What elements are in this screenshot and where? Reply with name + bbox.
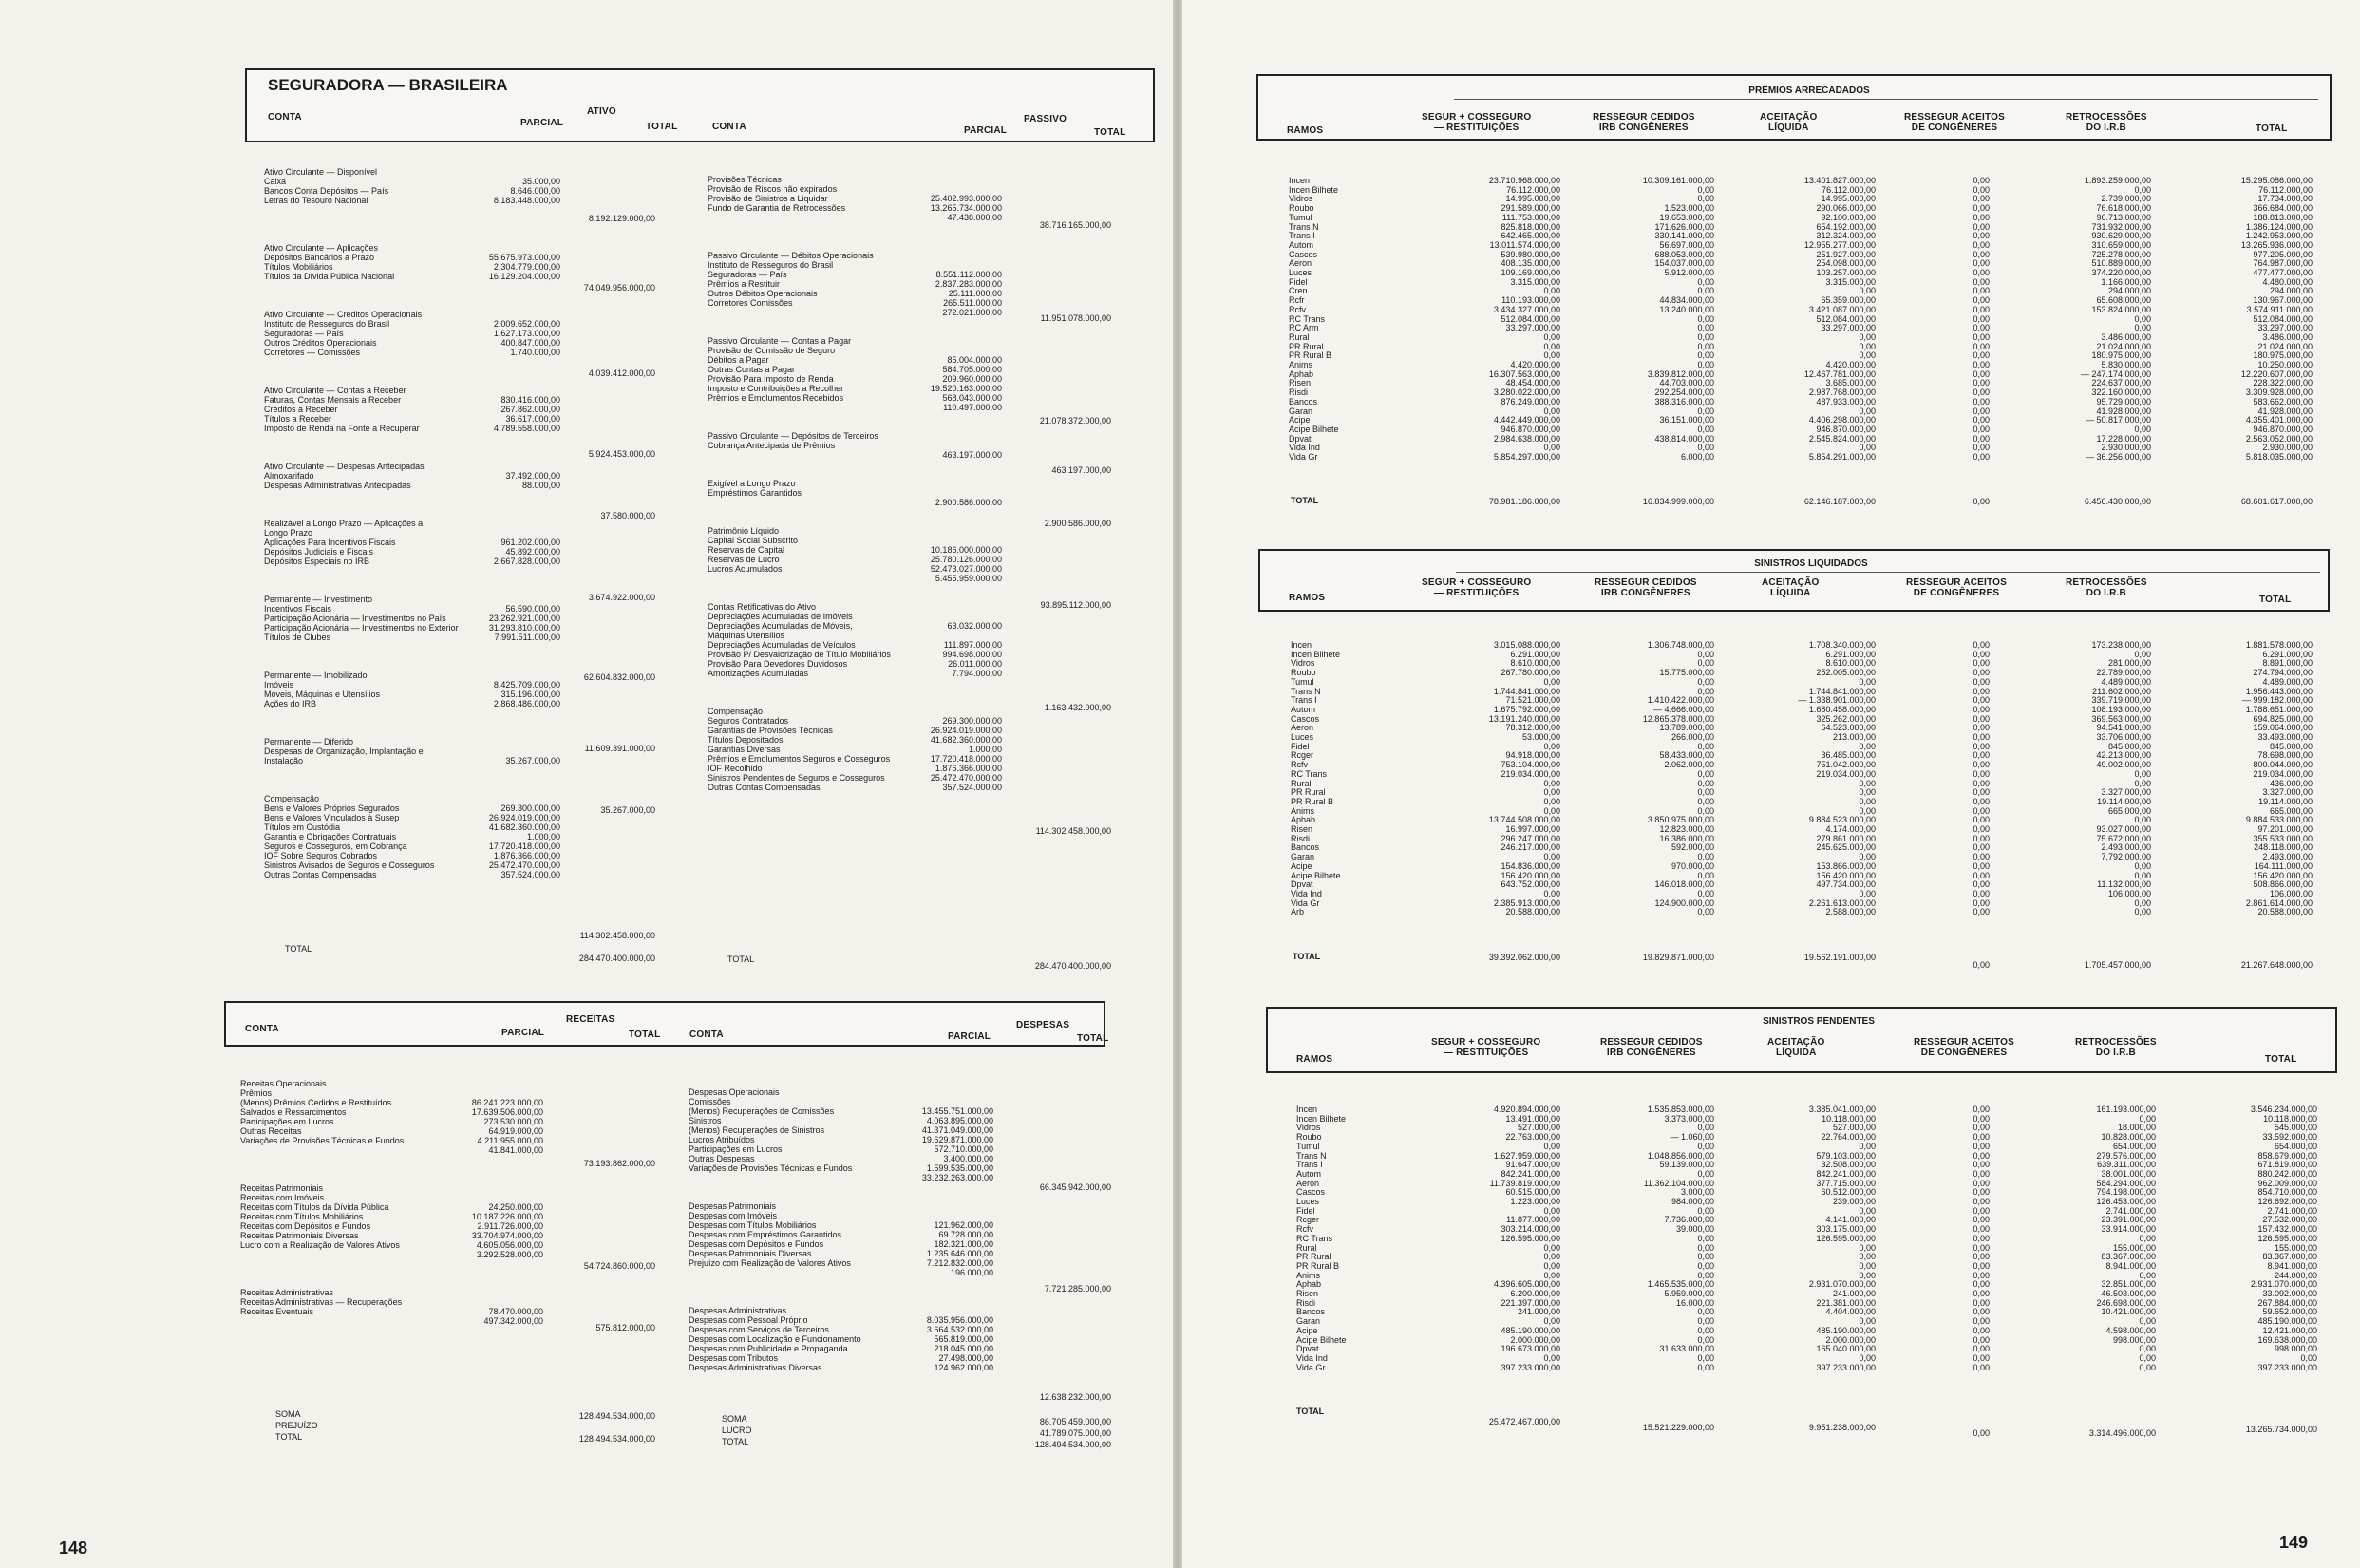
liquidados-total-aceitacao: 19.562.191.000,00 — [1803, 953, 1876, 962]
liquidados-total-segur: 39.392.062.000,00 — [1488, 953, 1560, 962]
premios-aceitacao: 13.401.827.000,00 76.112.000,00 14.995.000,00 290.066.000,00 92.100.000,00 654.192.000,00 312.324.000,00 12.955.277.000,00 251.927.000,00 254.098.000,00 103.257.000,00 3.315.000,00 0,00 65.359.000,00 3.421.087.000,00 512.084.000,00 33.297.000,00 0,00 0,00 0,00 4.420.000,00 12.467.781.000,00 3.685.000,00 2.987.768.000,00 487.933.000,00 0,00 4.406.298.000,00 946.870.000,00 2.545.824.000,00 0,00 5.854.291.000,00 — [1803, 176, 1876, 463]
col-total-receitas: TOTAL — [629, 1030, 661, 1040]
receitas-soma-value: 128.494.534.000,00 — [578, 1411, 655, 1421]
company-title: SEGURADORA — BRASILEIRA — [268, 76, 508, 94]
pendentes-header — [1266, 1007, 2337, 1073]
col-ress-aceitos: RESSEGUR ACEITOS DE CONGÊNERES — [1904, 112, 2005, 133]
premios-segur: 23.710.968.000,00 76.112.000,00 14.995.000,00 291.589.000,00 111.753.000,00 825.818.000,00 642.465.000,00 13.011.574.000,00 539.980.000,00 408.135.000,00 109.169.000,00 3.315.000,00 0,00 110.193.000,00 3.434.327.000,00 512.084.000,00 33.297.000,00 0,00 0,00 0,00 4.420.000,00 16.307.563.000,00 48.454.000,00 3.280.022.000,00 876.249.000,00 0,00 4.442.449.000,00 946.870.000,00 2.984.638.000,00 0,00 5.854.297.000,00 — [1488, 176, 1560, 463]
liquidados-aceitacao: 1.708.340.000,00 6.291.000,00 8.610.000,00 252.005.000,00 0,00 1.744.841.000,00 — 1.338.901.000,00 1.680.458.000,00 325.262.000,00 64.523.000,00 213.000,00 0,00 36.485.000,00 751.042.000,00 219.034.000,00 0,00 0,00 0,00 0,00 9.884.523.000,00 4.174.000,00 279.861.000,00 245.625.000,00 0,00 153.866.000,00 156.420.000,00 497.734.000,00 0,00 2.261.613.000,00 2.588.000,00 — [1798, 640, 1876, 917]
ativo-total-longo-prazo: 3.674.922.000,00 — [588, 593, 655, 602]
liquidados-segur: 3.015.088.000,00 6.291.000,00 8.610.000,00 267.780.000,00 0,00 1.744.841.000,00 71.521.000,00 1.675.792.000,00 13.191.240.000,00 78.312.000,00 53.000,00 0,00 94.918.000,00 753.104.000,00 219.034.000,00 0,00 0,00 0,00 0,00 13.744.508.000,00 16.997.000,00 296.247.000,00 246.217.000,00 0,00 154.836.000,00 156.420.000,00 643.752.000,00 0,00 2.385.913.000,00 20.588.000,00 — [1488, 640, 1560, 917]
col-total: TOTAL — [2265, 1054, 2297, 1065]
col-ramos: RAMOS — [1296, 1054, 1333, 1065]
premios-ress-aceitos: 0,00 0,00 0,00 0,00 0,00 0,00 0,00 0,00 0,00 0,00 0,00 0,00 0,00 0,00 0,00 0,00 0,00 0,00 0,00 0,00 0,00 0,00 0,00 0,00 0,00 0,00 0,00 0,00 0,00 0,00 0,00 — [1973, 176, 1990, 463]
prejuizo-label: PREJUÍZO — [275, 1421, 318, 1430]
col-retrocessoes: RETROCESSÕES DO I.R.B — [2066, 577, 2147, 598]
receitas-total-operacionais: 73.193.862.000,00 — [583, 1159, 655, 1168]
ativo-total-contas-receber: 5.924.453.000,00 — [588, 449, 655, 459]
liquidados-total: 1.881.578.000,00 6.291.000,00 8.891.000,00 274.794.000,00 4.489.000,00 1.956.443.000,00 — 999.182.000,00 1.788.651.000,00 694.825.000,00 159.064.000,00 33.493.000,00 845.000,00 78.698.000,00 800.044.000,00 219.034.000,00 436.000,00 3.327.000,00 19.114.000,00 665.000,00 9.884.533.000,00 97.201.000,00 355.533.000,00 248.118.000,00 2.493.000,00 164.111.000,00 156.420.000,00 508.866.000,00 106.000,00 2.861.614.000,00 20.588.000,00 — [2241, 640, 2313, 917]
ativo-account-labels: Ativo Circulante — Disponível Caixa Bancos Conta Depósitos — País Letras do Tesouro Nacional Ativo Circulante — Aplicações Depósitos Bancários a Prazo Títulos Mobiliários Títulos da Dívida Pública Nacional Ativo Circulante — Créditos Operacionais Instituto de Resseguros do Brasil Seguradoras — País Outros Créditos Operacionais Corretores — Comissões Ativo Circulante — Contas a Receber Faturas, Contas Mensais a Receber Créditos a Receber Títulos a Receber Imposto de Renda na Fonte a Recuperar Ativo Circulante — Despesas Antecipadas Almoxarifado Despesas Administrativas Antecipadas Realizável a Longo Prazo — Aplicações a Longo Prazo Aplicações Para Incentivos Fiscais Depósitos Judiciais e Fiscais Depósitos Especiais no IRB Permanente — Investimento Incentivos Fiscais Participação Acionária — Investimentos no País Participação Acionária — Investimentos no Exterior Títulos de Clubes Permanente — Imobilizado Imóveis Móveis, Máquinas e Utensílios Ações do IRB Permanente — Diferido Despesas de Organização, Implantação e Instalação Compensação Bens e Valores Próprios Segurados Bens e Valores Vinculados à Susep Títulos em Custódia Garantia e Obrigações Contratuais Seguros e Cosseguros, em Cobrança IOF Sobre Seguros Cobrados Sinistros Avisados de Seguros e Cosseguros Outras Contas Compensadas — [264, 167, 459, 879]
soma-label: SOMA — [722, 1414, 747, 1424]
despesas-total-value: 128.494.534.000,00 — [1034, 1440, 1111, 1449]
liquidados-total-label: TOTAL — [1293, 952, 1321, 961]
receitas-account-labels: Receitas Operacionais Prêmios (Menos) Prêmios Cedidos e Restituídos Salvados e Ressarcimentos Participações em Lucros Outras Receitas Variações de Provisões Técnicas e Fundos Receitas Patrimoniais Receitas com Imóveis Receitas com Títulos da Dívida Pública Receitas com Títulos Mobiliários Receitas com Depósitos e Fundos Receitas Patrimoniais Diversas Lucro com a Realização de Valores Ativos Receitas Administrativas Receitas Administrativas — Recuperações Receitas Eventuais — [240, 1079, 405, 1316]
receitas-total-value: 128.494.534.000,00 — [578, 1434, 655, 1444]
ativo-total-disponivel: 8.192.129.000,00 — [588, 214, 655, 223]
col-ramos: RAMOS — [1289, 593, 1326, 603]
col-conta-ativo: CONTA — [268, 112, 302, 123]
col-ativo: ATIVO — [587, 106, 616, 117]
premios-total-ress-aceitos: 0,00 — [1973, 497, 1990, 506]
liquidados-resseg: 1.306.748.000,00 0,00 0,00 15.775.000,00 0,00 0,00 1.410.422.000,00 — 4.666.000,00 12.865.378.000,00 13.789.000,00 266.000,00 0,00 58.433.000,00 2.062.000,00 0,00 0,00 0,00 0,00 0,00 3.850.975.000,00 12.823.000,00 16.386.000,00 592.000,00 0,00 970.000,00 0,00 146.018.000,00 0,00 124.900.000,00 0,00 — [1642, 640, 1714, 917]
despesas-total-patrimoniais: 7.721.285.000,00 — [1044, 1284, 1111, 1294]
premios-ramos: Incen Incen Bilhete Vidros Roubo Tumul Trans N Trans I Autom Cascos Aeron Luces Fidel Cren Rcfr Rcfv RC Trans RC Arm Rural PR Rural PR Rural B Anims Aphab Risen Risdi Bancos Garan Acipe Acipe Bilhete Dpvat Vida Ind Vida Gr — [1289, 176, 1339, 463]
liquidados-ramos: Incen Incen Bilhete Vidros Roubo Tumul Trans N Trans I Autom Cascos Aeron Luces Fidel Rcger Rcfv RC Trans Rural PR Rural PR Rural B Anims Aphab Risen Risdi Bancos Garan Acipe Acipe Bilhete Dpvat Vida Ind Vida Gr Arb — [1291, 640, 1341, 917]
despesas-footer-labels — [722, 1413, 752, 1447]
passivo-total-longo-prazo: 2.900.586.000,00 — [1044, 519, 1111, 528]
receitas-parcial-values: 86.241.223.000,00 17.639.506.000,00 273.530.000,00 64.919.000,00 4.211.955.000,00 41.841.000,00 24.250.000,00 10.187.226.000,00 2.911.726.000,00 33.704.974.000,00 4.605.056.000,00 3.292.528.000,00 78.470.000,00 497.342.000,00 — [471, 1098, 543, 1326]
col-resseg: RESSEGUR CEDIDOS IRB CONGÊNERES — [1600, 1037, 1703, 1058]
pendentes-title: SINISTROS PENDENTES — [1763, 1016, 1875, 1027]
passivo-total-patrimonio: 93.895.112.000,00 — [1040, 600, 1111, 610]
balance-sheet-header — [245, 68, 1155, 142]
total-label: TOTAL — [722, 1437, 749, 1446]
liquidados-total-ress-aceitos: 0,00 — [1973, 960, 1990, 970]
ativo-total-diferido: 35.267.000,00 — [600, 805, 655, 815]
premios-header-rule — [1454, 99, 2318, 100]
ativo-grand-total: 284.470.400.000,00 — [578, 954, 655, 963]
col-resseg: RESSEGUR CEDIDOS IRB CONGÊNERES — [1593, 112, 1695, 133]
col-conta-passivo: CONTA — [712, 122, 746, 132]
pendentes-total-aceitacao: 9.951.238.000,00 — [1808, 1423, 1876, 1432]
col-total-ativo: TOTAL — [646, 122, 678, 132]
pendentes-total-resseg: 15.521.229.000,00 — [1642, 1423, 1714, 1432]
premios-total: 15.295.086.000,00 76.112.000,00 17.734.000,00 366.684.000,00 188.813.000,00 1.386.124.000,00 1.242.953.000,00 13.265.936.000,00 977.205.000,00 764.987.000,00 477.477.000,00 4.480.000,00 294.000,00 130.967.000,00 3.574.911.000,00 512.084.000,00 33.297.000,00 3.486.000,00 21.024.000,00 180.975.000,00 10.250.000,00 12.220.607.000,00 228.322.000,00 3.309.928.000,00 583.662.000,00 41.928.000,00 4.355.401.000,00 946.870.000,00 2.563.052.000,00 2.930.000,00 5.818.035.000,00 — [2240, 176, 2313, 463]
col-conta-receitas: CONTA — [245, 1024, 279, 1034]
lucro-label: LUCRO — [722, 1426, 752, 1435]
despesas-lucro-value: 41.789.075.000,00 — [1039, 1428, 1111, 1438]
page-number-left: 148 — [59, 1539, 88, 1558]
premios-retrocessoes: 1.893.259.000,00 0,00 2.739.000,00 76.618.000,00 96.713.000,00 731.932.000,00 930.629.000,00 310.659.000,00 725.278.000,00 510.889.000,00 374.220.000,00 1.166.000,00 294.000,00 65.608.000,00 153.824.000,00 0,00 0,00 3.486.000,00 21.024.000,00 180.975.000,00 5.830.000,00 — 247.174.000,00 224.637.000,00 322.160.000,00 95.729.000,00 41.928.000,00 — 50.817.000,00 0,00 17.228.000,00 2.930.000,00 — 36.256.000,00 — [2080, 176, 2151, 463]
col-resseg: RESSEGUR CEDIDOS IRB CONGÊNERES — [1595, 577, 1697, 598]
col-parcial-ativo: PARCIAL — [520, 118, 564, 128]
col-segur: SEGUR + COSSEGURO — RESTITUIÇÕES — [1422, 577, 1532, 598]
col-parcial-passivo: PARCIAL — [964, 125, 1008, 136]
despesas-soma-value: 86.705.459.000,00 — [1039, 1417, 1111, 1426]
page-148 — [0, 0, 1173, 1568]
liquidados-total-retrocessoes: 1.705.457.000,00 — [2084, 960, 2151, 970]
col-aceitacao: ACEITAÇÃO LÍQUIDA — [1762, 577, 1820, 598]
col-retrocessoes: RETROCESSÕES DO I.R.B — [2066, 112, 2147, 133]
pendentes-total-label: TOTAL — [1296, 1407, 1325, 1416]
col-retrocessoes: RETROCESSÕES DO I.R.B — [2075, 1037, 2157, 1058]
ativo-parcial-values: 35.000,00 8.646.000,00 8.183.448.000,00 55.675.973.000,00 2.304.779.000,00 16.129.204.000,00 2.009.652.000,00 1.627.173.000,00 400.847.000,00 1.740.000,00 830.416.000,00 267.862.000,00 36.617.000,00 4.789.558.000,00 37.492.000,00 88.000,00 961.202.000,00 45.892.000,00 2.667.828.000,00 56.590.000,00 23.262.921.000,00 31.293.810.000,00 7.991.511.000,00 8.425.709.000,00 315.196.000,00 2.868.486.000,00 35.267.000,00 269.300.000,00 26.924.019.000,00 41.682.360.000,00 1.000,00 17.720.418.000,00 1.876.366.000,00 25.472.470.000,00 357.524.000,00 — [488, 177, 560, 879]
ativo-total-creditos: 4.039.412.000,00 — [588, 368, 655, 378]
pendentes-ramos: Incen Incen Bilhete Vidros Roubo Tumul Trans N Trans I Autom Aeron Cascos Luces Fidel Rcger Rcfv RC Trans Rural PR Rural PR Rural B Anims Aphab Risen Risdi Bancos Garan Acipe Acipe Bilhete Dpvat Vida Ind Vida Gr — [1296, 1105, 1347, 1372]
liquidados-header-rule — [1456, 572, 2320, 573]
col-ress-aceitos: RESSEGUR ACEITOS DE CONGÊNERES — [1914, 1037, 2014, 1058]
ativo-total-imobilizado: 11.609.391.000,00 — [584, 744, 655, 753]
col-ress-aceitos: RESSEGUR ACEITOS DE CONGÊNERES — [1906, 577, 2007, 598]
income-statement-header — [224, 1001, 1109, 1047]
premios-total-resseg: 16.834.999.000,00 — [1642, 497, 1714, 506]
despesas-total-operacionais: 66.345.942.000,00 — [1039, 1182, 1111, 1192]
col-segur: SEGUR + COSSEGURO — RESTITUIÇÕES — [1422, 112, 1532, 133]
passivo-total-depositos: 463.197.000,00 — [1051, 465, 1111, 475]
pendentes-resseg: 1.535.853.000,00 3.373.000,00 0,00 — 1.060,00 0,00 1.048.856.000,00 59.139.000,00 0,00 11.362.104.000,00 3.000,00 984.000,00 0,00 7.736.000,00 39.000,00 0,00 0,00 0,00 0,00 0,00 1.465.535.000,00 5.959.000,00 16.000,00 0,00 0,00 0,00 0,00 31.633.000,00 0,00 0,00 — [1643, 1105, 1714, 1372]
pendentes-total-retrocessoes: 3.314.496.000,00 — [2088, 1428, 2156, 1438]
premios-total-label: TOTAL — [1291, 496, 1319, 505]
col-parcial-receitas: PARCIAL — [501, 1028, 545, 1038]
liquidados-total-total: 21.267.648.000,00 — [2240, 960, 2313, 970]
despesas-total-administrativas: 12.638.232.000,00 — [1039, 1392, 1111, 1402]
liquidados-header — [1258, 549, 2330, 612]
page-number-right: 149 — [2279, 1533, 2309, 1552]
col-conta-despesas: CONTA — [689, 1030, 724, 1040]
pendentes-aceitacao: 3.385.041.000,00 10.118.000,00 527.000,00 22.764.000,00 0,00 579.103.000,00 32.508.000,00 842.241.000,00 377.715.000,00 60.512.000,00 239.000,00 0,00 4.141.000,00 303.175.000,00 126.595.000,00 0,00 0,00 0,00 0,00 2.931.070.000,00 241.000,00 221.381.000,00 4.404.000,00 0,00 485.190.000,00 2.000.000,00 165.040.000,00 0,00 397.233.000,00 — [1808, 1105, 1876, 1372]
pendentes-retrocessoes: 161.193.000,00 0,00 18.000,00 10.828.000,00 654.000,00 279.576.000,00 639.311.000,00 38.001.000,00 584.294.000,00 794.198.000,00 126.453.000,00 2.741.000,00 23.391.000,00 33.914.000,00 0,00 155.000,00 83.367.000,00 8.941.000,00 0,00 32.851.000,00 46.503.000,00 246.698.000,00 10.421.000,00 0,00 4.598.000,00 998.000,00 0,00 0,00 0,00 — [2096, 1105, 2156, 1372]
receitas-footer-labels — [275, 1408, 318, 1443]
ativo-total-label: TOTAL — [285, 944, 312, 954]
passivo-parcial-values: 25.402.993.000,00 13.265.734.000,00 47.438.000,00 8.551.112.000,00 2.837.283.000,00 25.111.000,00 265.511.000,00 272.021.000,00 85.004.000,00 584.705.000,00 209.960.000,00 19.520.163.000,00 568.043.000,00 110.497.000,00 463.197.000,00 2.900.586.000,00 10.186.000.000,00 25.780.126.000,00 52.473.027.000,00 5.455.959.000,00 63.032.000,00 111.897.000,00 994.698.000,00 26.011.000,00 7.794.000,00 269.300.000,00 26.924.019.000,00 41.682.360.000,00 1.000,00 17.720.418.000,00 1.876.366.000,00 25.472.470.000,00 357.524.000,00 — [930, 194, 1002, 792]
ativo-total-compensacao: 114.302.458.000,00 — [579, 931, 655, 940]
passivo-grand-total: 284.470.400.000,00 — [1034, 961, 1111, 971]
pendentes-segur: 4.920.894.000,00 13.491.000,00 527.000,00 22.763.000,00 0,00 1.627.959.000,00 91.647.000,00 842.241.000,00 11.739.819.000,00 60.515.000,00 1.223.000,00 0,00 11.877.000,00 303.214.000,00 126.595.000,00 0,00 0,00 0,00 0,00 4.396.605.000,00 6.200.000,00 221.397.000,00 241.000,00 0,00 485.190.000,00 2.000.000,00 196.673.000,00 0,00 397.233.000,00 — [1489, 1105, 1560, 1372]
ativo-total-investimento: 62.604.832.000,00 — [583, 672, 655, 682]
passivo-total-debitos: 11.951.078.000,00 — [1040, 313, 1111, 323]
passivo-total-compensacao: 114.302.458.000,00 — [1035, 826, 1111, 836]
receitas-total-administrativas: 575.812.000,00 — [595, 1323, 655, 1332]
col-aceitacao: ACEITAÇÃO LÍQUIDA — [1767, 1037, 1825, 1058]
premios-title: PRÊMIOS ARRECADADOS — [1748, 85, 1870, 96]
passivo-total-label: TOTAL — [727, 954, 755, 964]
receitas-total-patrimoniais: 54.724.860.000,00 — [583, 1261, 655, 1271]
col-total-passivo: TOTAL — [1094, 127, 1126, 138]
pendentes-total-total: 13.265.734.000,00 — [2245, 1425, 2317, 1434]
col-total-despesas: TOTAL — [1077, 1033, 1109, 1044]
liquidados-ress-aceitos: 0,00 0,00 0,00 0,00 0,00 0,00 0,00 0,00 0,00 0,00 0,00 0,00 0,00 0,00 0,00 0,00 0,00 0,00 0,00 0,00 0,00 0,00 0,00 0,00 0,00 0,00 0,00 0,00 0,00 0,00 — [1973, 640, 1990, 917]
col-parcial-despesas: PARCIAL — [948, 1031, 991, 1042]
liquidados-retrocessoes: 173.238.000,00 0,00 281.000,00 22.789.000,00 4.489.000,00 211.602.000,00 339.719.000,00 108.193.000,00 369.563.000,00 94.541.000,00 33.706.000,00 845.000,00 42.213.000,00 49.002.000,00 0,00 0,00 3.327.000,00 19.114.000,00 665.000,00 0,00 93.027.000,00 75.672.000,00 2.493.000,00 7.792.000,00 0,00 0,00 11.132.000,00 106.000,00 0,00 0,00 — [2091, 640, 2151, 917]
ativo-total-aplicacoes: 74.049.956.000,00 — [583, 283, 655, 293]
col-total: TOTAL — [2256, 123, 2288, 134]
premios-header — [1256, 74, 2332, 141]
col-total: TOTAL — [2259, 595, 2292, 605]
passivo-total-provisoes: 38.716.165.000,00 — [1039, 220, 1111, 230]
pendentes-total-segur: 25.472.467.000,00 — [1488, 1417, 1560, 1426]
col-ramos: RAMOS — [1287, 125, 1324, 136]
col-segur: SEGUR + COSSEGURO — RESTITUIÇÕES — [1431, 1037, 1541, 1058]
premios-total-aceitacao: 62.146.187.000,00 — [1803, 497, 1876, 506]
premios-total-total: 68.601.617.000,00 — [2240, 497, 2313, 506]
passivo-total-retificativas: 1.163.432.000,00 — [1044, 703, 1111, 712]
premios-total-retrocessoes: 6.456.430.000,00 — [2084, 497, 2151, 506]
despesas-account-labels: Despesas Operacionais Comissões (Menos) Recuperações de Comissões Sinistros (Menos) Recuperações de Sinistros Lucros Atribuídos Participações em Lucros Outras Despesas Variações de Provisões Técnicas e Fundos Despesas Patrimoniais Despesas com Imóveis Despesas com Títulos Mobiliários Despesas com Empréstimos Garantidos Despesas com Depósitos e Fundos Despesas Patrimoniais Diversas Prejuízo com Realização de Valores Ativos Despesas Administrativas Despesas com Pessoal Próprio Despesas com Serviços de Terceiros Despesas com Localização e Funcionamento Despesas com Publicidade e Propaganda Despesas com Tributos Despesas Administrativas Diversas — [689, 1087, 861, 1372]
premios-total-segur: 78.981.186.000,00 — [1488, 497, 1560, 506]
page-149 — [1182, 0, 2360, 1568]
pendentes-ress-aceitos: 0,00 0,00 0,00 0,00 0,00 0,00 0,00 0,00 0,00 0,00 0,00 0,00 0,00 0,00 0,00 0,00 0,00 0,00 0,00 0,00 0,00 0,00 0,00 0,00 0,00 0,00 0,00 0,00 0,00 — [1973, 1105, 1990, 1372]
col-passivo: PASSIVO — [1024, 114, 1067, 124]
total-label: TOTAL — [275, 1432, 303, 1442]
col-despesas: DESPESAS — [1016, 1020, 1070, 1030]
col-aceitacao: ACEITAÇÃO LÍQUIDA — [1760, 112, 1818, 133]
pendentes-total-ress-aceitos: 0,00 — [1973, 1428, 1990, 1438]
despesas-parcial-values: 13.455.751.000,00 4.063.895.000,00 41.371.049.000,00 19.629.871.000,00 572.710.000,00 3.400.000,00 1.599.535.000,00 33.232.263.000,00 121.962.000,00 69.728.000,00 182.321.000,00 1.235.646.000,00 7.212.832.000,00 196.000,00 8.035.956.000,00 3.664.532.000,00 565.819.000,00 218.045.000,00 27.498.000,00 124.962.000,00 — [921, 1106, 993, 1372]
passivo-account-labels: Provisões Técnicas Provisão de Riscos não expirados Provisão de Sinistros a Liquidar Fundo de Garantia de Retrocessões Passivo Circulante — Débitos Operacionais Instituto de Resseguros do Brasil Seguradoras — País Prêmios a Restituir Outros Débitos Operacionais Corretores Comissões Passivo Circulante — Contas a Pagar Provisão de Comissão de Seguro Débitos a Pagar Outras Contas a Pagar Provisão Para Imposto de Renda Imposto e Contribuições a Recolher Prêmios e Emolumentos Recebidos Passivo Circulante — Depósitos de Terceiros Cobrança Antecipada de Prêmios Exigível a Longo Prazo Empréstimos Garantidos Patrimônio Líquido Capital Social Subscrito Reservas de Capital Reservas de Lucro Lucros Acumulados Contas Retificativas do Ativo Depreciações Acumuladas de Imóveis Depreciações Acumuladas de Móveis, Máquinas Utensílios Depreciações Acumuladas de Veículos Provisão P/ Desvalorização de Título Mobiliários Provisão Para Devedores Duvidosos Amortizações Acumuladas Compensação Seguros Contratados Garantias de Provisões Técnicas Títulos Depositados Garantias Diversas Prêmios e Emolumentos Seguros e Cosseguros IOF Recolhido Sinistros Pendentes de Seguros e Cosseguros Outras Contas Compensadas — [708, 175, 891, 792]
liquidados-total-resseg: 19.829.871.000,00 — [1642, 953, 1714, 962]
col-receitas: RECEITAS — [566, 1014, 615, 1025]
ativo-total-despesas-antecipadas: 37.580.000,00 — [600, 511, 655, 520]
liquidados-title: SINISTROS LIQUIDADOS — [1754, 558, 1868, 569]
premios-resseg: 10.309.161.000,00 0,00 0,00 1.523.000,00 19.653.000,00 171.626.000,00 330.141.000,00 56.697.000,00 688.053.000,00 154.037.000,00 5.912.000,00 0,00 0,00 44.834.000,00 13.240.000,00 0,00 0,00 0,00 0,00 0,00 0,00 3.839.812.000,00 44.703.000,00 292.254.000,00 388.316.000,00 0,00 36.151.000,00 0,00 438.814.000,00 0,00 6.000,00 — [1642, 176, 1714, 463]
pendentes-total: 3.546.234.000,00 10.118.000,00 545.000,00 33.592.000,00 654.000,00 858.679.000,00 671.819.000,00 880.242.000,00 962.009.000,00 854.710.000,00 126.692.000,00 2.741.000,00 27.532.000,00 157.432.000,00 126.595.000,00 155.000,00 83.367.000,00 8.941.000,00 244.000,00 2.931.070.000,00 33.092.000,00 267.884.000,00 59.652.000,00 485.190.000,00 12.421.000,00 169.638.000,00 998.000,00 0,00 397.233.000,00 — [2250, 1105, 2317, 1372]
soma-label: SOMA — [275, 1409, 301, 1419]
passivo-total-contas-pagar: 21.078.372.000,00 — [1039, 416, 1111, 425]
